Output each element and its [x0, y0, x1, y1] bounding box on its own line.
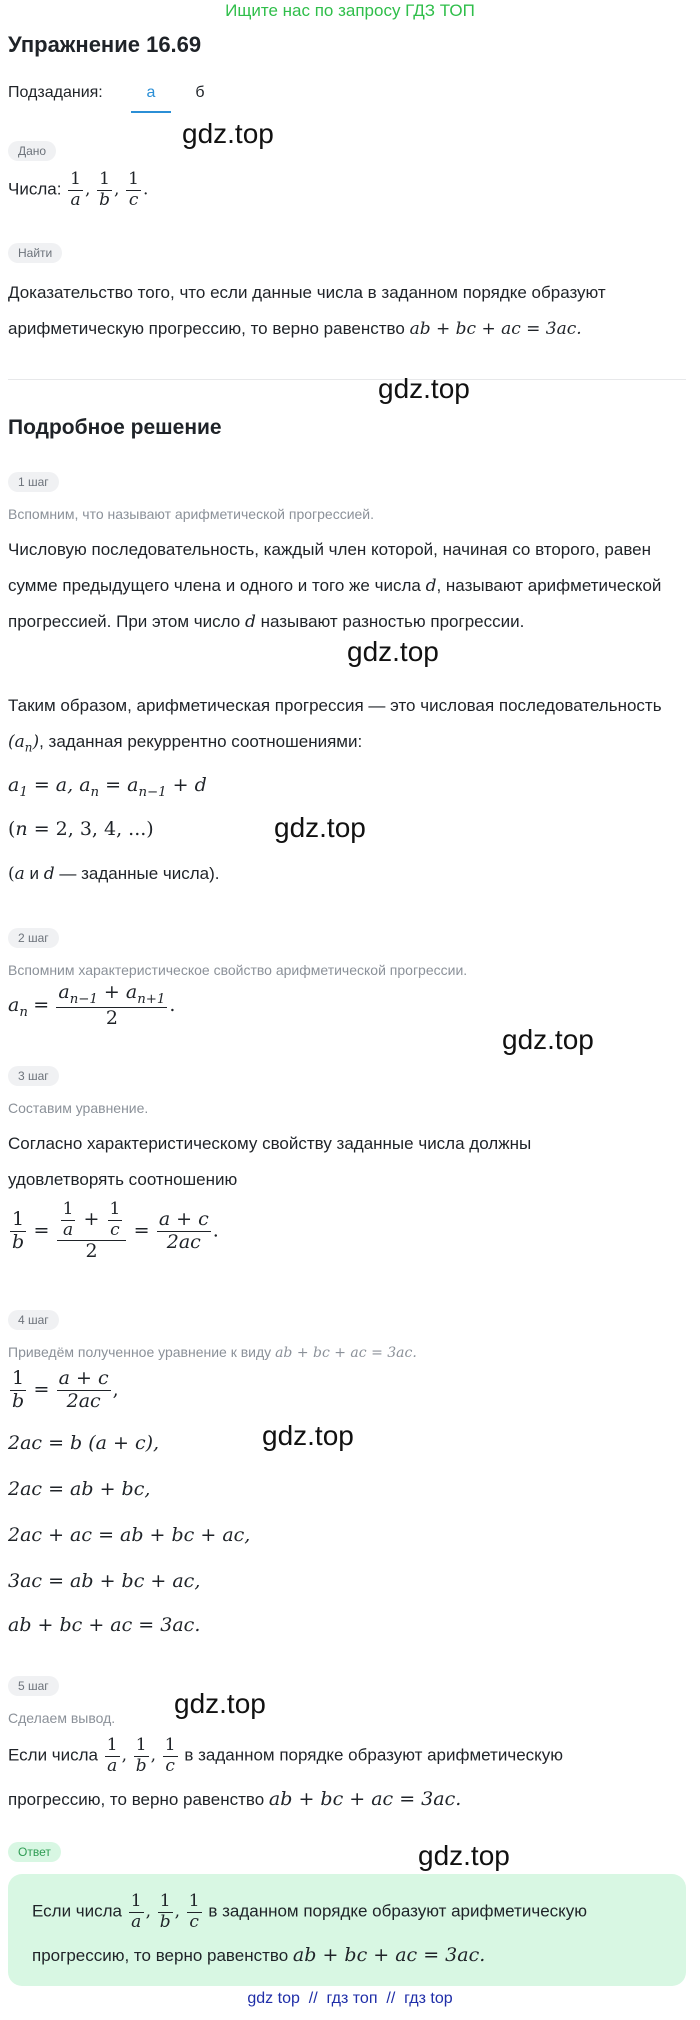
find-formula: ab + bc + ac = 3ac.	[409, 319, 582, 339]
step-3-hint: Составим уравнение.	[8, 1100, 149, 1116]
divider	[8, 379, 686, 380]
index-range: (n = 2, 3, 4, ...)	[8, 818, 154, 840]
given-numbers-note: (a и d — заданные числа).	[8, 864, 220, 884]
tab-subtask-b[interactable]: б	[195, 84, 205, 101]
given-tag: Дано	[8, 141, 56, 161]
watermark: gdz.top	[262, 1420, 354, 1451]
watermark: gdz.top	[347, 636, 439, 667]
fraction-1-c: $\frac{1}{c}$	[128, 169, 139, 210]
equation-4: 2ac = ab + bc,	[8, 1478, 151, 1500]
step-5-hint: Сделаем вывод.	[8, 1710, 116, 1726]
subtasks-label: Подзадания:	[8, 84, 103, 101]
equation-6: 3ac = ab + bc + ac,	[8, 1570, 201, 1592]
watermark: gdz.top	[274, 812, 366, 843]
step-5-text: Если числа $\frac{1}{a}$ , $\frac{1}{b}$ , $\frac{1}{c}$ в заданном порядке образуют арифметическую	[8, 1735, 564, 1776]
step-1-hint: Вспомним, что называют арифметической прогрессией.	[8, 506, 375, 522]
characteristic-formula: $a_n$ = $\frac{a_{n-1} + a_{n+1}}{2}$ .	[8, 981, 176, 1030]
answer-tag: Ответ	[8, 1842, 61, 1862]
step-2-hint: Вспомним характеристическое свойство арифметической прогрессии.	[8, 962, 468, 978]
fraction-mean: $\frac{a_{n-1} + a_{n+1}}{2}$	[58, 981, 166, 1030]
step-1-paragraph-1: Числовую последовательность, каждый член которой, начиная со второго, равен сумме предыдущего члена и одного и того же числа d, называют арифметической прогрессией. При этом число d называют разностью прогрессии.	[8, 540, 662, 632]
equation-2: $\frac{1}{b}$ = $\frac{a + c}{2ac}$ ,	[12, 1367, 119, 1412]
recurrence-formula: $a_1 = a$, $a_n = a_{n-1} + d$	[8, 774, 207, 800]
fraction-1-b: $\frac{1}{b}$	[99, 169, 111, 210]
solution-title: Подробное решение	[8, 416, 222, 439]
watermark: gdz.top	[378, 373, 470, 404]
step-1-tag: 1 шаг	[8, 472, 59, 492]
step-5-text-2: прогрессию, то верно равенство ab + bc + ac = 3ac.	[8, 1788, 462, 1810]
watermark: gdz.top	[174, 1688, 266, 1719]
tab-subtask-a[interactable]: а	[131, 84, 171, 102]
step-3-tag: 3 шаг	[8, 1066, 59, 1086]
equation-1: $\frac{1}{b}$ = $\frac{1}{a}$ + $\frac{1}{c}$ 2 = $\frac{a + c}{2ac}$ .	[12, 1199, 219, 1263]
watermark: gdz.top	[182, 118, 274, 149]
equation-5: 2ac + ac = ab + bc + ac,	[8, 1524, 251, 1546]
page-title: Упражнение 16.69	[8, 32, 202, 57]
given-text: Числа:	[8, 179, 62, 199]
step-3-text: Согласно характеристическому свойству заданные числа должны удовлетворять соотношению	[8, 1134, 532, 1189]
find-text: Доказательство того, что если данные числа в заданном порядке образуют арифметическую прогрессию, то верно равенство ab + bc + ac = 3ac.	[8, 283, 606, 339]
step-4-hint: Приведём полученное уравнение к виду ab + bc + ac = 3ac.	[8, 1344, 417, 1361]
watermark: gdz.top	[418, 1840, 510, 1871]
step-1-paragraph-2: Таким образом, арифметическая прогрессия — это числовая последовательность $(a_n)$, заданная рекуррентно соотношениями:	[8, 696, 662, 755]
equation-7: ab + bc + ac = 3ac.	[8, 1614, 201, 1636]
fraction-1-a: $\frac{1}{a}$	[70, 169, 81, 210]
answer-text-2: прогрессию, то верно равенство ab + bc + ac = 3ac.	[32, 1944, 486, 1966]
step-2-tag: 2 шаг	[8, 928, 59, 948]
equation-3: 2ac = b (a + c),	[8, 1432, 160, 1454]
step-4-tag: 4 шаг	[8, 1310, 59, 1330]
find-tag: Найти	[8, 243, 62, 263]
watermark: gdz.top	[502, 1024, 594, 1055]
footer-links[interactable]: gdz top // гдз топ // гдз top	[247, 1990, 453, 2007]
step-5-tag: 5 шаг	[8, 1676, 59, 1696]
answer-text: Если числа $\frac{1}{a}$ , $\frac{1}{b}$ , $\frac{1}{c}$ в заданном порядке образуют арифметическую	[32, 1891, 588, 1932]
promo-banner[interactable]: Ищите нас по запросу ГДЗ ТОП	[225, 1, 475, 20]
given-line: Числа: $\frac{1}{a}$ , $\frac{1}{b}$ , $\frac{1}{c}$ .	[8, 169, 149, 210]
